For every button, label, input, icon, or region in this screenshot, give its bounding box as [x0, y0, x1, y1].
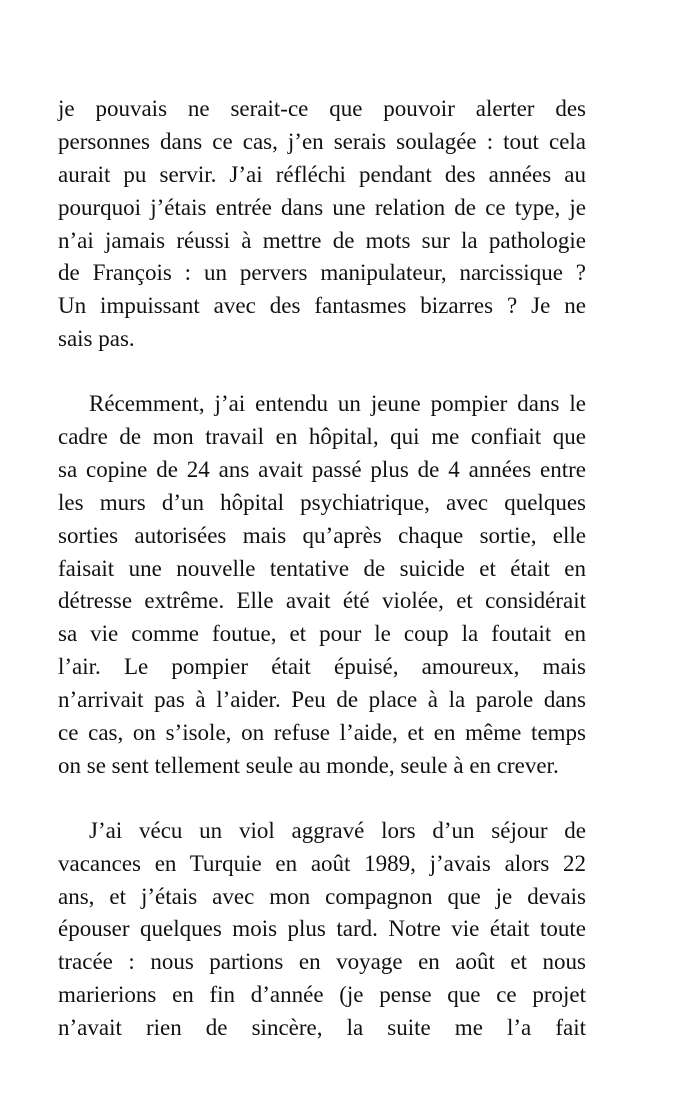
text-line: Récemment, j’ai entendu un jeune pompier dans le — [89, 391, 586, 417]
text-line: tracée : nous partions en voyage en août et nous — [58, 949, 586, 975]
text-line: vacances en Turquie en août 1989, j’avais alors 22 — [58, 850, 586, 876]
text-line: l’air. Le pompier était épuisé, amoureux, mais — [58, 654, 586, 680]
text-line: ans, et j’étais avec mon compagnon que je devais — [58, 883, 586, 909]
text-line: n’avait rien de sincère, la suite me l’a fait — [58, 1015, 586, 1041]
text-line: J’ai vécu un viol aggravé lors d’un séjour de — [89, 817, 586, 843]
text-line: les murs d’un hôpital psychiatrique, avec quelques — [58, 489, 586, 515]
text-line: n’ai jamais réussi à mettre de mots sur la pathologie — [58, 227, 586, 253]
text-line: sa copine de 24 ans avait passé plus de 4 années entre — [58, 456, 586, 482]
book-page — [58, 93, 586, 1045]
text-line: de François : un pervers manipulateur, narcissique ? — [58, 260, 586, 286]
text-line: pourquoi j’étais entrée dans une relation de ce type, je — [58, 194, 586, 220]
paragraph-1 — [58, 93, 586, 356]
paragraph-2 — [58, 388, 586, 783]
text-line: marierions en fin d’année (je pense que ce projet — [58, 982, 586, 1008]
text-line: personnes dans ce cas, j’en serais soulagée : tout cela — [58, 128, 586, 154]
text-line: sais pas. — [58, 326, 135, 352]
text-line: épouser quelques mois plus tard. Notre vie était toute — [58, 916, 586, 942]
text-line: aurait pu servir. J’ai réfléchi pendant des années au — [58, 161, 586, 187]
text-line: ce cas, on s’isole, on refuse l’aide, et en même temps — [58, 720, 586, 746]
text-line: n’arrivait pas à l’aider. Peu de place à la parole dans — [58, 687, 586, 713]
text-line: Un impuissant avec des fantasmes bizarres ? Je ne — [58, 293, 586, 319]
paragraph-3 — [58, 815, 586, 1045]
text-line: sa vie comme foutue, et pour le coup la foutait en — [58, 621, 586, 647]
text-line: cadre de mon travail en hôpital, qui me confiait que — [58, 424, 586, 450]
text-line: je pouvais ne serait-ce que pouvoir alerter des — [58, 96, 586, 121]
text-line: on se sent tellement seule au monde, seule à en crever. — [58, 752, 559, 778]
text-line: faisait une nouvelle tentative de suicide et était en — [58, 555, 586, 581]
text-line: sorties autorisées mais qu’après chaque sortie, elle — [58, 522, 586, 548]
text-line: détresse extrême. Elle avait été violée, et considérait — [58, 588, 586, 614]
